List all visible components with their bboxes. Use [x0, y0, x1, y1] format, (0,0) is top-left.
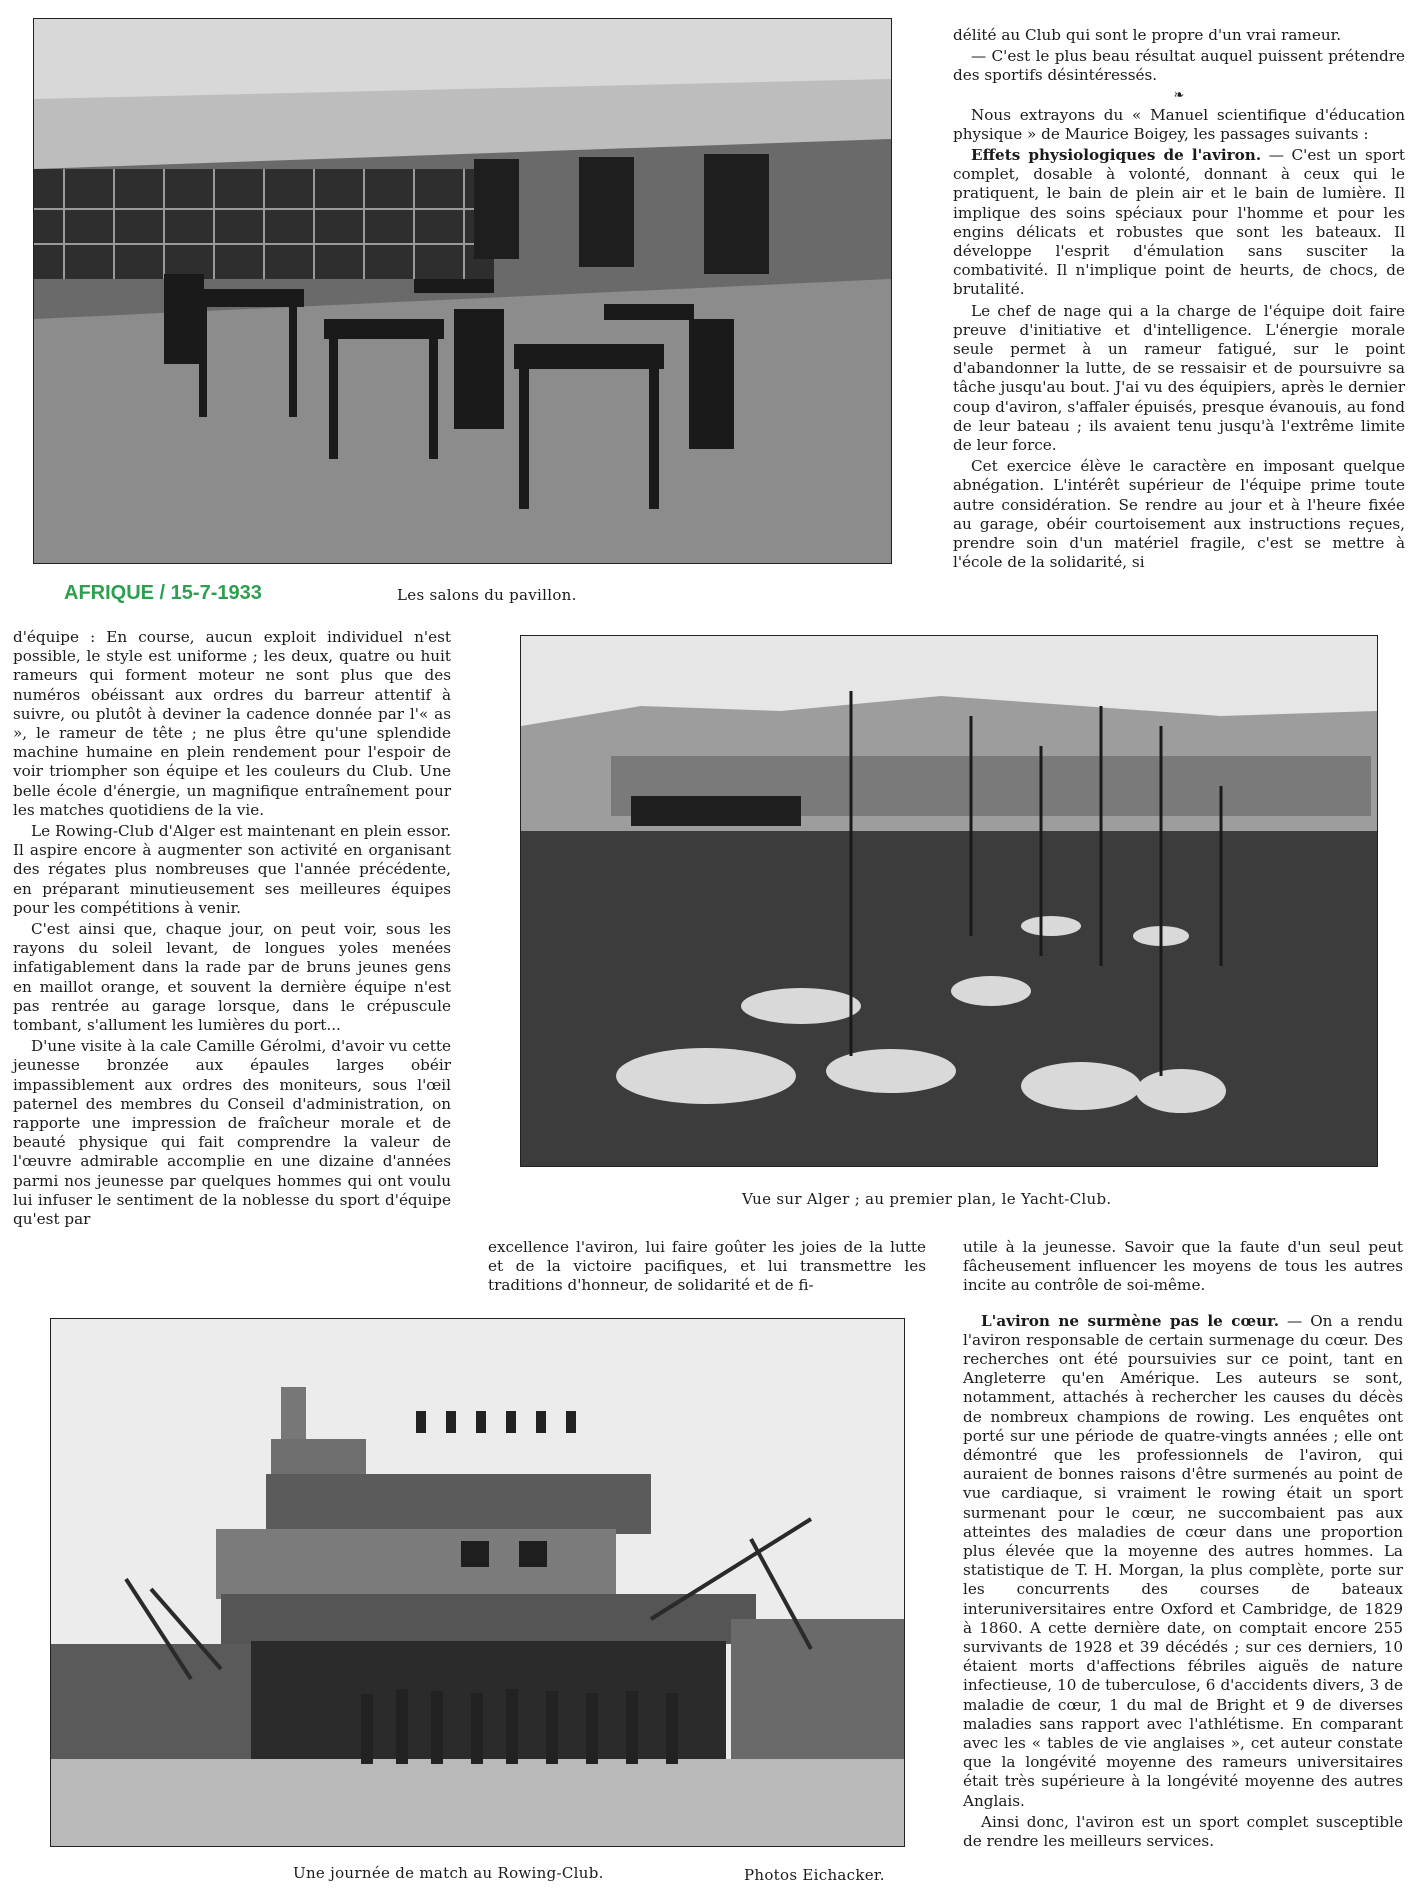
paragraph: délité au Club qui sont le propre d'un vrai rameur.: [953, 26, 1342, 44]
paragraph: — C'est le plus beau résultat auquel puissent prétendre des sportifs désintéressés.: [953, 47, 1405, 85]
paragraph: excellence l'aviron, lui faire goûter les joies de la lutte et de la victoire pacifiques, et lui transmettre les traditions d'honneur, de solidarité et de fi-: [488, 1238, 926, 1295]
column-bottom-right: [963, 1238, 1403, 1851]
paragraph: Cet exercice élève le caractère en imposant quelque abnégation. L'intérêt supérieur de l'équipe prime toute autre considération. Se rendre au jour et à l'heure fixée au garage, obéir courtoisement aux instructions reçues, prendre soin d'un matériel fragile, c'est se mettre à l'école de la solidarité, si: [953, 457, 1405, 572]
column-middle-left: [13, 628, 451, 1229]
section-ornament: ❧: [1173, 87, 1185, 103]
paragraph: [953, 146, 1405, 300]
column-top-right: [953, 26, 1405, 572]
caption-alger: Vue sur Alger ; au premier plan, le Yacht-Club.: [742, 1190, 1112, 1208]
paragraph-body: — C'est un sport complet, dosable à volonté, donnant à ceux qui le pratiquent, le bain de plein air et le bain de lumière. Il implique des soins spéciaux pour l'homme et pour les engins délicats et robustes que sont les bateaux. Il développe l'esprit d'émulation sans susciter la combativité. Il n'implique point de heurts, de chocs, de brutalité.: [953, 146, 1405, 299]
paragraph: Nous extrayons du « Manuel scientifique d'éducation physique » de Maurice Boigey, les passages suivants :: [953, 105, 1405, 143]
paragraph: Ainsi donc, l'aviron est un sport complet susceptible de rendre les meilleurs services.: [963, 1812, 1403, 1851]
archive-stamp: AFRIQUE / 15-7-1933: [64, 582, 262, 604]
paragraph: C'est ainsi que, chaque jour, on peut voir, sous les rayons du soleil levant, de longues yoles menées infatigablement dans la rade par de bruns jeunes gens en maillot orange, et souvent la dernière équipe n'est pas rentrée au garage lorsque, dans le crépuscule tombant, s'allument les lumières du port...: [13, 920, 451, 1035]
photo-vue-sur-alger: [520, 635, 1378, 1167]
photo-salons-pavillon: [33, 18, 892, 564]
caption-photos-credit: Photos Eichacker.: [744, 1866, 885, 1884]
paragraph: d'équipe : En course, aucun exploit individuel n'est possible, le style est uniforme ; les deux, quatre ou huit rameurs qui forment moteur ne sont plus que des numéros obéissant aux ordres du barreur attentif à suivre, ou plutôt à deviner la cadence donnée par l'« as », le rameur de tête ; ne plus être qu'une splendide machine humaine en plein rendement pour l'espoir de voir triompher son équipe et les couleurs du Club. Une belle école d'énergie, un magnifique entraînement pour les matches quotidiens de la vie.: [13, 628, 451, 819]
paragraph: [963, 1312, 1403, 1811]
caption-match: Une journée de match au Rowing-Club.: [293, 1864, 604, 1882]
section-heading-effets: Effets physiologiques de l'aviron.: [971, 146, 1262, 165]
caption-salons: Les salons du pavillon.: [397, 586, 577, 604]
paragraph: D'une visite à la cale Camille Gérolmi, d'avoir vu cette jeunesse bronzée aux épaules larges obéir impassiblement aux ordres des moniteurs, sous l'œil paternel des membres du Conseil d'administration, on rapporte une impression de fraîcheur morale et de beauté physique qui fait comprendre la valeur de l'œuvre admirable accomplie en une dizaine d'années parmi nos jeunesse par quelques hommes qui ont voulu lui infuser le sentiment de la noblesse du sport d'équipe qu'est par: [13, 1037, 451, 1229]
section-heading-coeur: L'aviron ne surmène pas le cœur.: [981, 1311, 1280, 1330]
column-bottom-middle: [488, 1238, 926, 1296]
paragraph-body: — On a rendu l'aviron responsable de certain surmenage du cœur. Des recherches ont été poursuivies sur ce point, tant en Angleterre qu'en Amérique. Les auteurs se sont, notamment, attachés à rechercher les causes du décès de nombreux champions de rowing. Les enquêtes ont porté sur une période de quatre-vingts années ; elle ont démontré que les professionnels de l'aviron, qui auraient de bonnes raisons d'être surmenés au point de vue cardiaque, si vraiment le rowing était un sport surmenant pour le cœur, ne succombaient pas aux atteintes des maladies de cœur dans une proportion plus élevée que la moyenne des autres hommes. La statistique de T. H. Morgan, la plus complète, porte sur les concurrents des courses de bateaux interuniversitaires entre Oxford et Cambridge, de 1829 à 1860. A cette dernière date, on comptait encore 255 survivants de 1928 et 39 décédés ; sur ces derniers, 10 étaient morts d'affections fébriles aiguës de nature infectieuse, 10 de tuberculose, 6 d'accidents divers, 3 de maladie de cœur, 1 du mal de Bright et 9 de diverses maladies sans rapport avec l'athlétisme. En comparant avec les « tables de vie anglaises », cet auteur constate que la longévité moyenne des rameurs universitaires était très supérieure à la longévité moyenne des autres Anglais.: [963, 1311, 1403, 1810]
photo-rowing-club: [50, 1318, 905, 1847]
paragraph: Le Rowing-Club d'Alger est maintenant en plein essor. Il aspire encore à augmenter son activité en organisant des régates plus nombreuses que l'année précédente, en préparant minutieusement ses meilleures équipes pour les compétitions à venir.: [13, 822, 451, 917]
paragraph: utile à la jeunesse. Savoir que la faute d'un seul peut fâcheusement influencer les moyens de tous les autres incite au contrôle de soi-même.: [963, 1238, 1403, 1295]
paragraph: Le chef de nage qui a la charge de l'équipe doit faire preuve d'initiative et d'intelligence. L'énergie morale seule permet à un rameur fatigué, sur le point d'abandonner la lutte, de se ressaisir et de poursuivre sa tâche jusqu'au bout. J'ai vu des équipiers, après le dernier coup d'aviron, s'affaler épuisés, presque évanouis, au fond de leur bateau ; ils avaient tenu jusqu'à l'extrême limite de leur force.: [953, 301, 1405, 455]
